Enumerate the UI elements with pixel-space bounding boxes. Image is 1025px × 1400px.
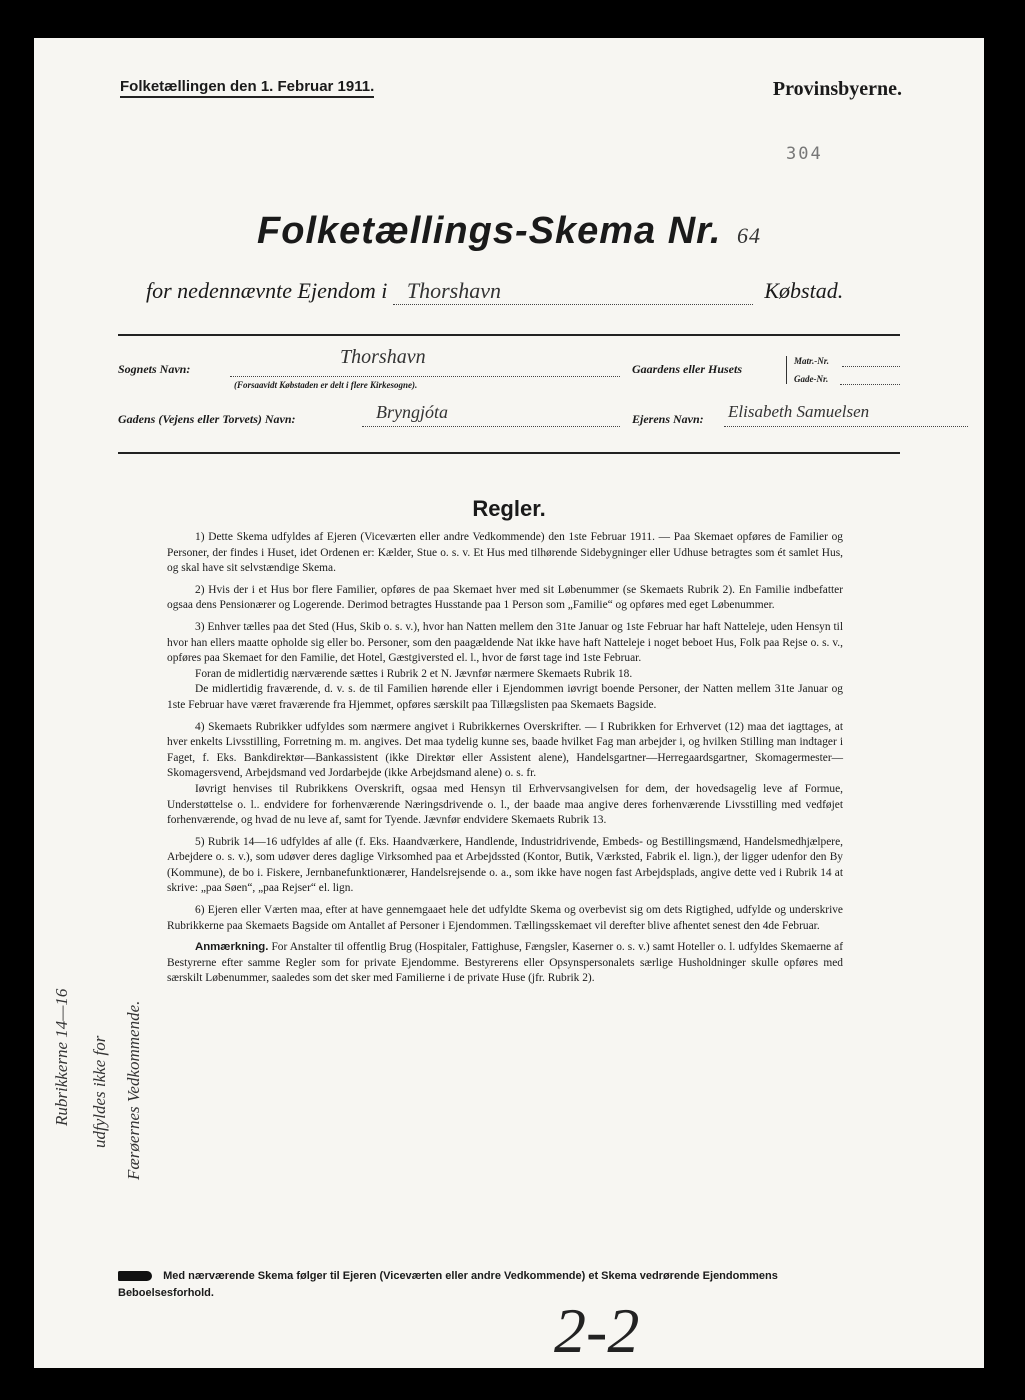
parish-value: Thorshavn bbox=[340, 346, 426, 368]
rule-3-note-n: Foran de midlertidig nærværende sættes i Rubrik 2 et N. Jævnfør nærmere Skemaets Rubrik 18. bbox=[195, 667, 633, 680]
town-field bbox=[393, 278, 753, 305]
property-town-line bbox=[146, 278, 906, 305]
town-suffix: Købstad. bbox=[764, 278, 844, 303]
rule-6: 6) Ejeren eller Værten maa, efter at have gennemgaaet hele det udfyldte Skema og overbevist sig om dets Rigtighed, udfylde og underskrive Rubrikkerne paa Skemaets Bagside om Antallet af Personer i Ejendommen. Tællingsskemaet vil derefter blive afhentet senest den 4de Februar. bbox=[167, 904, 843, 932]
street-label: Gadens (Vejens eller Torvets) Navn: bbox=[118, 412, 296, 426]
parish-field bbox=[230, 346, 620, 377]
footer-note-text: Med nærværende Skema følger til Ejeren (Viceværten eller andre Vedkommende) et Skema vedrørende Ejendommens Beboelsesforhold. bbox=[118, 1270, 778, 1299]
census-form-sheet bbox=[34, 38, 984, 1368]
pointing-hand-icon bbox=[118, 1271, 152, 1281]
gade-nr-label: Gade-Nr. bbox=[794, 374, 829, 384]
owner-label: Ejerens Navn: bbox=[632, 412, 704, 426]
owner-value: Elisabeth Samuelsen bbox=[728, 402, 870, 421]
divider-top bbox=[118, 334, 900, 336]
remark bbox=[167, 940, 843, 987]
margin-note-line3: Færøernes Vedkommende. bbox=[124, 1000, 143, 1180]
rules-body bbox=[167, 530, 843, 993]
page-stamp-number: 304 bbox=[786, 144, 823, 164]
margin-note-line1: Rubrikkerne 14—16 bbox=[52, 988, 71, 1126]
form-title-text: Folketællings-Skema Nr. bbox=[257, 210, 722, 252]
divider-bottom bbox=[118, 452, 900, 454]
street-field bbox=[362, 402, 620, 427]
town-prefix: for nedennævnte Ejendom i bbox=[146, 278, 388, 303]
matr-label: Matr.-Nr. bbox=[794, 356, 830, 366]
rules-heading: Regler. bbox=[472, 496, 546, 521]
house-brace bbox=[786, 356, 789, 384]
form-number: 64 bbox=[736, 223, 761, 248]
rule-2: 2) Hvis der i et Hus bor flere Familier, opføres de paa Skemaet hver med sit Løbenummer (se Skemaets Rubrik 2). En Familie indbefatter ogsaa dens Pensionærer og Logerende. Derimod betragtes Husstande paa 1 Person som „Familie“ og opføres med eget Løbenummer. bbox=[167, 583, 843, 612]
margin-note-line2: udfyldes ikke for bbox=[90, 1035, 109, 1148]
town-value: Thorshavn bbox=[406, 278, 501, 303]
street-value: Bryngjóta bbox=[376, 402, 448, 422]
rule-4: 4) Skemaets Rubrikker udfyldes som nærmere angivet i Rubrikkernes Overskrifter. — I Rubrikken for Erhvervet (12) maa det iagttages, at hver enkelts Livsstilling, Forretning m. m. angives. Det maa tydelig kunne ses, baade hvilket Fag man arbejder i, og hvilken Stilling man indtager i Faget, f. Eks. Bankdirektør—Bankassistent (ikke Direktør eller Assistent alene), Handelsgartner—Herregaardsgartner, Skomagermester—Skomagersvend, Arbejdsmand ved Jordarbejde (ikke Arbejdsmand alene) o. s. fr. bbox=[167, 720, 843, 780]
gade-nr-field bbox=[840, 376, 900, 385]
rule-3-absent: De midlertidig fraværende, d. v. s. de til Familien hørende eller i Ejendommen iøvrigt boende Personer, der Natten mellem 31te Januar og 1ste Februar have været fraværende fra Hjemmet, opføres særskilt paa Tillægslisten paa Skemaets Bagside. bbox=[167, 683, 843, 711]
handwritten-number: 2-2 bbox=[554, 1295, 640, 1366]
rule-4-cont: Iøvrigt henvises til Rubrikkens Overskrift, ogsaa med Hensyn til Erhvervsangivelsen for dem, der hovedsagelig leve af Formue, Understøttelse o. l.. endvidere for forhenværende Næringsdrivende o. l., der baade maa angive deres forhenværende Livsstilling med vedføjet forhenværende, og hvad de nu leve af, samt for Tyende. Jævnfør endvidere Skemaets Rubrik 13. bbox=[167, 782, 843, 827]
rule-5: 5) Rubrik 14—16 udfyldes af alle (f. Eks. Haandværkere, Handlende, Industridrivende, Embeds- og Bestillingsmænd, Handelsmedhjælpere, Arbejdere o. s. v.), som udøver deres daglige Virksomhed paa et Arbejdssted (Kontor, Butik, Værksted, Fabrik el. lign.), der ligger udenfor den By (Kommune), de bo i. Fiskere, Jernbanefunktionærer, Handelsrejsende o. a., som ikke have nogen fast Arbejdsplads, angive dette ved i Rubrik 14 at skrive: „paa Søen“, „paa Rejser“ el. lign. bbox=[167, 835, 843, 895]
parish-label: Sognets Navn: bbox=[118, 362, 191, 376]
owner-field bbox=[724, 402, 968, 427]
form-title bbox=[34, 210, 984, 253]
census-date-header: Folketællingen den 1. Februar 1911. bbox=[120, 78, 374, 98]
remark-label: Anmærkning. bbox=[195, 941, 269, 954]
house-label: Gaardens eller Husets bbox=[632, 362, 743, 376]
footer-note bbox=[118, 1268, 848, 1302]
parish-note: (Forsaavidt Købstaden er delt i flere Kirkesogne). bbox=[234, 380, 418, 390]
remark-text: For Anstalter til offentlig Brug (Hospitaler, Fattighuse, Fængsler, Kaserner o. s. v.) samt Hoteller o. l. udfyldes Skemaerne af Bestyrerne efter samme Regler som for private Ejendomme. Bestyrerens eller Opsynspersonalets særlige Husholdninger skulle opføres med særskilt Løbenummer, saaledes som det sker med Familierne i de private Huse (jfr. Rubrik 2). bbox=[167, 941, 843, 985]
rule-3: 3) Enhver tælles paa det Sted (Hus, Skib o. s. v.), hvor han Natten mellem den 31te Januar og 1ste Februar har haft Natteleje, uden Hensyn til hvor han ellers maatte opholde sig eller bo. Personer, som den paagældende Nat ikke have haft Natteleje i noget beboet Hus, Folk paa Rejse o. s. v., opføres paa Skemaet for den Familie, det Hotel, Gæstgiversted el. l., hvor de først tage ind 1ste Februar. bbox=[167, 620, 843, 665]
rule-1: 1) Dette Skema udfyldes af Ejeren (Viceværten eller andre Vedkommende) den 1ste Februar 1911. — Paa Skemaet opføres de Familier og Personer, der findes i Huset, idet Ordenen er: Kælder, Stue o. s. v. Et Hus med tilhørende Sidebygninger eller Udhuse betragtes som ét samlet Hus, og skal have sit selvstændige Skema. bbox=[167, 531, 843, 575]
matr-field bbox=[842, 358, 900, 367]
province-header: Provinsbyerne. bbox=[772, 78, 902, 100]
